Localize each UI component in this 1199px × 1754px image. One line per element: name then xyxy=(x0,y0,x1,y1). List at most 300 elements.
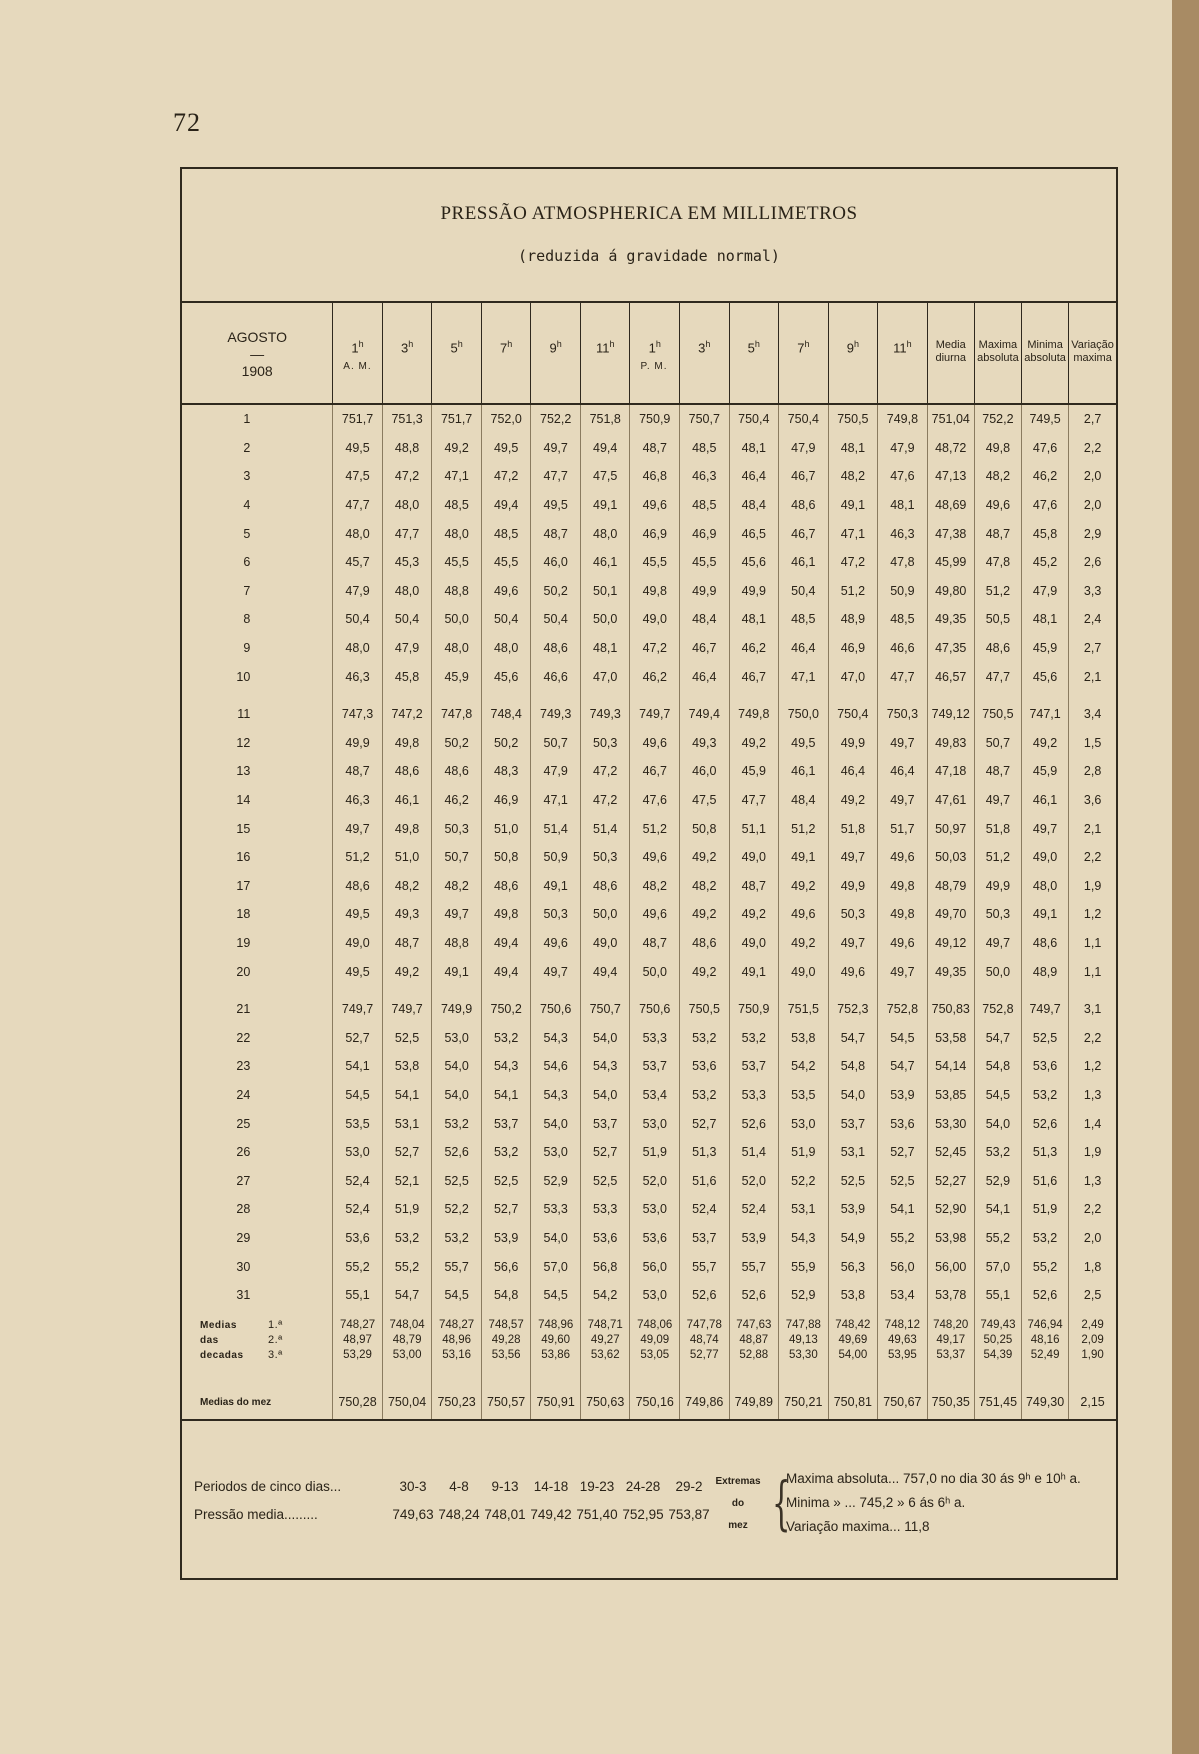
value-cell: 48,97 xyxy=(333,1333,383,1348)
extremes-label-line: Extremas xyxy=(715,1476,761,1487)
value-cell: 49,6 xyxy=(974,491,1021,520)
gap-cell xyxy=(481,986,531,995)
day-cell: 14 xyxy=(236,793,251,808)
value-cell: 2,7 xyxy=(1069,634,1116,663)
table-row xyxy=(182,814,1116,843)
value-cell: 48,5 xyxy=(779,605,829,634)
table-row xyxy=(182,929,1116,958)
day-cell: 16 xyxy=(236,850,251,865)
value-cell: 749,7 xyxy=(630,700,680,729)
value-cell: 54,0 xyxy=(531,1224,581,1253)
value-cell: 747,8 xyxy=(432,700,482,729)
value-cell: 48,1 xyxy=(1022,605,1069,634)
value-cell: 749,86 xyxy=(680,1385,730,1420)
value-cell: 55,1 xyxy=(333,1281,383,1310)
value-cell: 51,3 xyxy=(680,1138,730,1167)
value-cell: 51,9 xyxy=(1022,1195,1069,1224)
value-cell: 48,6 xyxy=(333,872,383,901)
value-cell: 2,15 xyxy=(1069,1385,1116,1420)
value-cell: 750,5 xyxy=(680,995,730,1024)
value-cell: 53,30 xyxy=(927,1109,974,1138)
value-cell: 52,5 xyxy=(382,1023,432,1052)
value-cell: 54,3 xyxy=(779,1224,829,1253)
value-cell: 752,2 xyxy=(531,404,581,434)
value-cell: 48,96 xyxy=(432,1333,482,1348)
value-cell: 53,2 xyxy=(680,1081,730,1110)
value-cell: 49,8 xyxy=(878,900,928,929)
day-cell: 8 xyxy=(243,612,251,627)
pressure-mean-cell: 753,87 xyxy=(668,1507,710,1522)
day-cell: 19 xyxy=(236,935,251,950)
value-cell: 750,4 xyxy=(729,404,779,434)
value-cell: 52,45 xyxy=(927,1138,974,1167)
value-cell: 750,67 xyxy=(878,1385,928,1420)
value-cell: 49,8 xyxy=(878,872,928,901)
value-cell: 2,49 xyxy=(1069,1318,1116,1333)
value-cell: 56,0 xyxy=(630,1252,680,1281)
value-cell: 45,6 xyxy=(729,548,779,577)
gap-cell xyxy=(974,1309,1021,1318)
value-cell: 54,1 xyxy=(333,1052,383,1081)
month-name: AGOSTO xyxy=(227,329,287,345)
value-cell: 750,6 xyxy=(531,995,581,1024)
value-cell: 49,9 xyxy=(828,872,878,901)
value-cell: 49,5 xyxy=(531,491,581,520)
value-cell: 48,0 xyxy=(333,634,383,663)
value-cell: 50,7 xyxy=(432,843,482,872)
value-cell: 47,5 xyxy=(580,462,630,491)
gap-cell xyxy=(481,1363,531,1385)
table-row xyxy=(182,491,1116,520)
period-cell: 9-13 xyxy=(491,1479,519,1494)
value-cell: 51,4 xyxy=(531,814,581,843)
value-cell: 50,8 xyxy=(680,814,730,843)
value-cell: 752,0 xyxy=(481,404,531,434)
value-cell: 50,4 xyxy=(779,577,829,606)
gap-cell xyxy=(828,691,878,700)
value-cell: 48,0 xyxy=(1022,872,1069,901)
value-cell: 46,9 xyxy=(828,634,878,663)
value-cell: 53,0 xyxy=(333,1138,383,1167)
value-cell: 49,8 xyxy=(382,729,432,758)
value-cell: 48,4 xyxy=(680,605,730,634)
value-cell: 49,7 xyxy=(828,929,878,958)
value-cell: 48,0 xyxy=(382,577,432,606)
gap-cell xyxy=(182,1309,333,1318)
value-cell: 53,1 xyxy=(828,1138,878,1167)
value-cell: 49,2 xyxy=(828,786,878,815)
value-cell: 46,0 xyxy=(531,548,581,577)
value-cell: 751,7 xyxy=(333,404,383,434)
value-cell: 49,7 xyxy=(878,729,928,758)
table-row xyxy=(182,995,1116,1024)
hour-header: 1$^h$ A. M. xyxy=(333,301,383,404)
gap-cell xyxy=(481,1309,531,1318)
value-cell: 749,30 xyxy=(1022,1385,1069,1420)
value-cell: 747,63 xyxy=(729,1318,779,1333)
value-cell: 1,3 xyxy=(1069,1081,1116,1110)
value-cell: 751,04 xyxy=(927,404,974,434)
value-cell: 51,2 xyxy=(779,814,829,843)
month-mean-row xyxy=(182,1385,1116,1420)
table-row xyxy=(182,1281,1116,1310)
gap-cell xyxy=(1022,1309,1069,1318)
value-cell: 49,5 xyxy=(333,434,383,463)
value-cell: 50,0 xyxy=(580,900,630,929)
value-cell: 49,9 xyxy=(680,577,730,606)
decade-label: decadas 3.ª xyxy=(200,1349,283,1362)
value-cell: 749,8 xyxy=(878,404,928,434)
period-cell: 14-18 xyxy=(533,1479,569,1494)
table-row xyxy=(182,605,1116,634)
table-row xyxy=(182,577,1116,606)
period-cell: 19-23 xyxy=(579,1479,615,1494)
day-cell: 12 xyxy=(236,735,251,750)
value-cell: 49,4 xyxy=(580,957,630,986)
value-cell: 55,2 xyxy=(974,1224,1021,1253)
value-cell: 46,4 xyxy=(779,634,829,663)
gap-cell xyxy=(729,986,779,995)
value-cell: 56,6 xyxy=(481,1252,531,1281)
day-cell: 7 xyxy=(243,583,251,598)
pressure-mean-cell: 751,40 xyxy=(576,1507,618,1522)
value-cell: 45,5 xyxy=(680,548,730,577)
value-cell: 47,9 xyxy=(531,757,581,786)
value-cell: 3,6 xyxy=(1069,786,1116,815)
gap-cell xyxy=(779,1309,829,1318)
value-cell: 47,2 xyxy=(580,786,630,815)
value-cell: 48,5 xyxy=(481,519,531,548)
value-cell: 52,2 xyxy=(779,1166,829,1195)
value-cell: 57,0 xyxy=(531,1252,581,1281)
value-cell: 53,3 xyxy=(580,1195,630,1224)
value-cell: 49,7 xyxy=(531,957,581,986)
day-cell: 28 xyxy=(236,1202,251,1217)
value-cell: 55,7 xyxy=(432,1252,482,1281)
day-cell: 27 xyxy=(236,1173,251,1188)
value-cell: 45,3 xyxy=(382,548,432,577)
value-cell: 54,5 xyxy=(432,1281,482,1310)
value-cell: 47,6 xyxy=(1022,491,1069,520)
value-cell: 1,1 xyxy=(1069,957,1116,986)
value-cell: 54,3 xyxy=(481,1052,531,1081)
day-cell: 25 xyxy=(236,1116,251,1131)
value-cell: 46,9 xyxy=(680,519,730,548)
value-cell: 749,7 xyxy=(382,995,432,1024)
value-cell: 53,1 xyxy=(779,1195,829,1224)
value-cell: 53,6 xyxy=(680,1052,730,1081)
value-cell: 47,2 xyxy=(382,462,432,491)
day-cell: 17 xyxy=(236,878,251,893)
value-cell: 749,7 xyxy=(1022,995,1069,1024)
value-cell: 750,4 xyxy=(828,700,878,729)
table-row xyxy=(182,662,1116,691)
table-row xyxy=(182,872,1116,901)
value-cell: 50,5 xyxy=(974,605,1021,634)
value-cell: 54,5 xyxy=(974,1081,1021,1110)
decade-mean-row xyxy=(182,1318,1116,1333)
value-cell: 49,9 xyxy=(828,729,878,758)
gap-cell xyxy=(531,986,581,995)
value-cell: 55,2 xyxy=(878,1224,928,1253)
gap-cell xyxy=(927,1309,974,1318)
value-cell: 48,1 xyxy=(729,605,779,634)
value-cell: 50,4 xyxy=(531,605,581,634)
gap-cell xyxy=(1022,1363,1069,1385)
value-cell: 53,6 xyxy=(878,1109,928,1138)
day-cell: 13 xyxy=(236,764,251,779)
value-cell: 46,7 xyxy=(779,519,829,548)
value-cell: 47,5 xyxy=(333,462,383,491)
value-cell: 49,09 xyxy=(630,1333,680,1348)
value-cell: 53,5 xyxy=(333,1109,383,1138)
value-cell: 49,8 xyxy=(630,577,680,606)
value-cell: 48,8 xyxy=(432,577,482,606)
value-cell: 52,1 xyxy=(382,1166,432,1195)
value-cell: 2,0 xyxy=(1069,462,1116,491)
hour-header: 3$^h$ xyxy=(382,301,432,404)
value-cell: 47,2 xyxy=(580,757,630,786)
value-cell: 52,4 xyxy=(333,1195,383,1224)
gap-cell xyxy=(779,691,829,700)
value-cell: 47,0 xyxy=(828,662,878,691)
value-cell: 47,7 xyxy=(382,519,432,548)
value-cell: 49,6 xyxy=(878,929,928,958)
value-cell: 49,2 xyxy=(729,900,779,929)
value-cell: 53,6 xyxy=(630,1224,680,1253)
gap-cell xyxy=(432,1309,482,1318)
gap-cell xyxy=(878,691,928,700)
value-cell: 54,0 xyxy=(828,1081,878,1110)
value-cell: 52,5 xyxy=(481,1166,531,1195)
value-cell: 750,04 xyxy=(382,1385,432,1420)
value-cell: 48,4 xyxy=(729,491,779,520)
value-cell: 48,79 xyxy=(927,872,974,901)
gap-cell xyxy=(580,691,630,700)
value-cell: 52,5 xyxy=(432,1166,482,1195)
value-cell: 750,35 xyxy=(927,1385,974,1420)
value-cell: 56,3 xyxy=(828,1252,878,1281)
value-cell: 49,2 xyxy=(432,434,482,463)
gap-cell xyxy=(182,691,333,700)
value-cell: 2,1 xyxy=(1069,814,1116,843)
value-cell: 45,6 xyxy=(1022,662,1069,691)
value-cell: 53,7 xyxy=(580,1109,630,1138)
value-cell: 47,7 xyxy=(333,491,383,520)
value-cell: 2,9 xyxy=(1069,519,1116,548)
value-cell: 750,7 xyxy=(580,995,630,1024)
value-cell: 47,8 xyxy=(878,548,928,577)
value-cell: 53,58 xyxy=(927,1023,974,1052)
value-cell: 50,0 xyxy=(432,605,482,634)
month-header xyxy=(182,301,333,404)
value-cell: 46,9 xyxy=(630,519,680,548)
gap-cell xyxy=(680,691,730,700)
value-cell: 45,6 xyxy=(481,662,531,691)
value-cell: 48,8 xyxy=(432,929,482,958)
value-cell: 750,2 xyxy=(481,995,531,1024)
value-cell: 749,43 xyxy=(974,1318,1021,1333)
value-cell: 47,1 xyxy=(531,786,581,815)
value-cell: 51,1 xyxy=(729,814,779,843)
value-cell: 750,63 xyxy=(580,1385,630,1420)
value-cell: 49,6 xyxy=(630,491,680,520)
value-cell: 47,13 xyxy=(927,462,974,491)
pm-label: P. M. xyxy=(640,361,668,372)
value-cell: 53,6 xyxy=(333,1224,383,1253)
gap-cell xyxy=(432,691,482,700)
value-cell: 46,2 xyxy=(432,786,482,815)
value-cell: 2,7 xyxy=(1069,404,1116,434)
value-cell: 748,06 xyxy=(630,1318,680,1333)
value-cell: 749,9 xyxy=(432,995,482,1024)
gap-cell xyxy=(974,1363,1021,1385)
gap-cell xyxy=(729,1309,779,1318)
value-cell: 53,2 xyxy=(1022,1224,1069,1253)
value-cell: 53,7 xyxy=(828,1109,878,1138)
hour-header: 9$^h$ xyxy=(828,301,878,404)
value-cell: 54,6 xyxy=(531,1052,581,1081)
value-cell: 46,3 xyxy=(333,662,383,691)
value-cell: 48,6 xyxy=(382,757,432,786)
value-cell: 46,8 xyxy=(630,462,680,491)
value-cell: 45,9 xyxy=(1022,634,1069,663)
spacer-row xyxy=(182,1363,1116,1385)
footer xyxy=(182,1459,1116,1569)
day-cell: 2 xyxy=(243,440,251,455)
gap-cell xyxy=(1069,986,1116,995)
value-cell: 48,0 xyxy=(432,634,482,663)
value-cell: 749,4 xyxy=(680,700,730,729)
gap-cell xyxy=(630,691,680,700)
day-cell: 3 xyxy=(243,469,251,484)
value-cell: 50,4 xyxy=(382,605,432,634)
value-cell: 52,4 xyxy=(729,1195,779,1224)
value-cell: 747,3 xyxy=(333,700,383,729)
value-cell: 48,2 xyxy=(680,872,730,901)
value-cell: 55,2 xyxy=(382,1252,432,1281)
value-cell: 48,6 xyxy=(481,872,531,901)
value-cell: 54,5 xyxy=(333,1081,383,1110)
table-row xyxy=(182,548,1116,577)
value-cell: 49,2 xyxy=(382,957,432,986)
day-cell: 9 xyxy=(243,641,251,656)
value-cell: 53,2 xyxy=(481,1023,531,1052)
value-cell: 54,9 xyxy=(828,1224,878,1253)
value-cell: 52,49 xyxy=(1022,1348,1069,1363)
value-cell: 51,2 xyxy=(828,577,878,606)
value-cell: 50,9 xyxy=(878,577,928,606)
am-label: A. M. xyxy=(343,361,372,372)
hour-header: 11$^h$ xyxy=(580,301,630,404)
value-cell: 751,8 xyxy=(580,404,630,434)
value-cell: 52,9 xyxy=(531,1166,581,1195)
value-cell: 53,78 xyxy=(927,1281,974,1310)
value-cell: 54,0 xyxy=(974,1109,1021,1138)
value-cell: 1,4 xyxy=(1069,1109,1116,1138)
value-cell: 48,2 xyxy=(382,872,432,901)
stat-header: Variação maxima xyxy=(1069,301,1116,404)
pressure-mean-cell: 748,24 xyxy=(438,1507,480,1522)
value-cell: 49,7 xyxy=(878,786,928,815)
value-cell: 49,7 xyxy=(531,434,581,463)
gap-cell xyxy=(1022,691,1069,700)
value-cell: 48,2 xyxy=(828,462,878,491)
value-cell: 46,5 xyxy=(729,519,779,548)
value-cell: 748,96 xyxy=(531,1318,581,1333)
stat-header: Maxima absoluta xyxy=(974,301,1021,404)
period-cell: 4-8 xyxy=(449,1479,469,1494)
value-cell: 54,7 xyxy=(878,1052,928,1081)
value-cell: 2,09 xyxy=(1069,1333,1116,1348)
value-cell: 46,1 xyxy=(1022,786,1069,815)
value-cell: 748,71 xyxy=(580,1318,630,1333)
value-cell: 50,2 xyxy=(481,729,531,758)
value-cell: 748,12 xyxy=(878,1318,928,1333)
extremes-label-line: mez xyxy=(728,1520,748,1531)
brace-symbol: { xyxy=(772,1469,791,1537)
value-cell: 48,69 xyxy=(927,491,974,520)
value-cell: 48,6 xyxy=(779,491,829,520)
value-cell: 750,6 xyxy=(630,995,680,1024)
value-cell: 52,9 xyxy=(974,1166,1021,1195)
value-cell: 56,0 xyxy=(878,1252,928,1281)
value-cell: 47,9 xyxy=(382,634,432,663)
gap-cell xyxy=(382,691,432,700)
value-cell: 46,0 xyxy=(680,757,730,786)
value-cell: 49,2 xyxy=(779,929,829,958)
month-year: 1908 xyxy=(241,363,273,379)
value-cell: 52,77 xyxy=(680,1348,730,1363)
gap-cell xyxy=(182,986,333,995)
value-cell: 749,3 xyxy=(531,700,581,729)
value-cell: 751,3 xyxy=(382,404,432,434)
table-row xyxy=(182,957,1116,986)
value-cell: 50,9 xyxy=(531,843,581,872)
value-cell: 48,0 xyxy=(333,519,383,548)
value-cell: 54,5 xyxy=(878,1023,928,1052)
value-cell: 747,78 xyxy=(680,1318,730,1333)
value-cell: 49,5 xyxy=(333,957,383,986)
gap-cell xyxy=(1069,1309,1116,1318)
value-cell: 52,6 xyxy=(432,1138,482,1167)
table-row xyxy=(182,1166,1116,1195)
value-cell: 56,8 xyxy=(580,1252,630,1281)
table-row xyxy=(182,462,1116,491)
value-cell: 49,7 xyxy=(432,900,482,929)
value-cell: 51,0 xyxy=(382,843,432,872)
value-cell: 49,28 xyxy=(481,1333,531,1348)
gap-cell xyxy=(630,1363,680,1385)
value-cell: 750,83 xyxy=(927,995,974,1024)
value-cell: 48,7 xyxy=(630,434,680,463)
value-cell: 49,6 xyxy=(828,957,878,986)
value-cell: 48,16 xyxy=(1022,1333,1069,1348)
value-cell: 49,9 xyxy=(974,872,1021,901)
table-row xyxy=(182,757,1116,786)
value-cell: 49,1 xyxy=(580,491,630,520)
value-cell: 46,7 xyxy=(680,634,730,663)
value-cell: 47,7 xyxy=(878,662,928,691)
value-cell: 45,99 xyxy=(927,548,974,577)
gap-cell xyxy=(580,1363,630,1385)
value-cell: 49,60 xyxy=(531,1333,581,1348)
value-cell: 53,9 xyxy=(481,1224,531,1253)
value-cell: 53,95 xyxy=(878,1348,928,1363)
value-cell: 1,9 xyxy=(1069,872,1116,901)
value-cell: 54,0 xyxy=(531,1109,581,1138)
gap-cell xyxy=(927,986,974,995)
